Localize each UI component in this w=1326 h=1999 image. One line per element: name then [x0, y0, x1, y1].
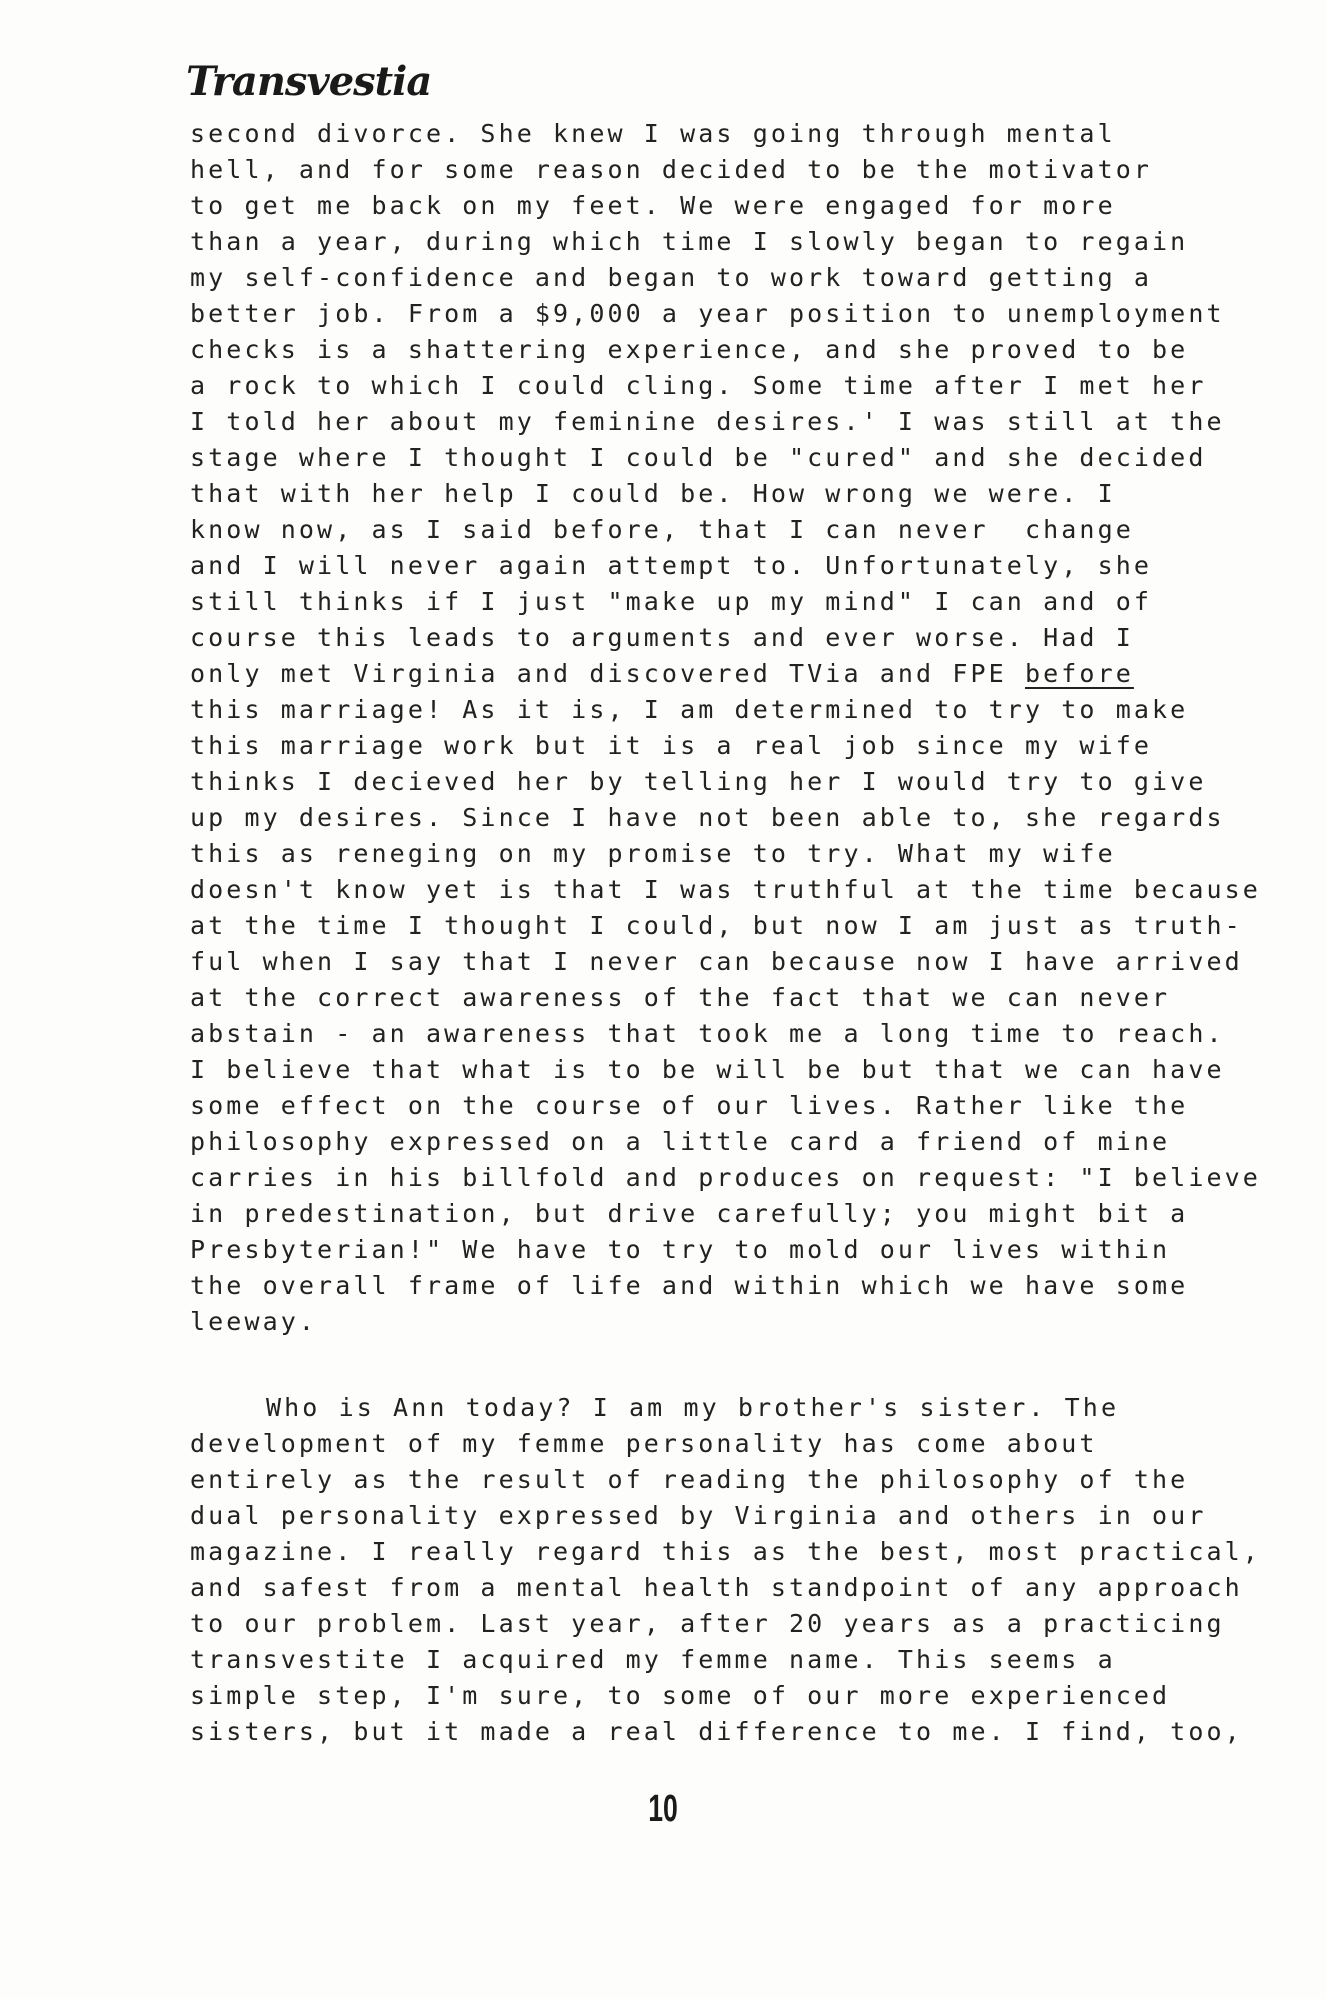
text-line: dual personality expressed by Virginia and others in our: [190, 1501, 1207, 1530]
text-line: magazine. I really regard this as the best, most practical,: [190, 1537, 1261, 1566]
underlined-word: before: [1024, 659, 1134, 688]
text-line: that with her help I could be. How wrong we were. I: [190, 479, 1116, 508]
text-line: transvestite I acquired my femme name. This seems a: [190, 1645, 1116, 1674]
text-line: some effect on the course of our lives. Rather like the: [190, 1091, 1189, 1120]
text-line: simple step, I'm sure, to some of our more experienced: [190, 1681, 1171, 1710]
article-body: [190, 116, 1280, 1750]
masthead-title: Transvestia: [186, 58, 432, 105]
text-line: philosophy expressed on a little card a friend of mine: [190, 1127, 1171, 1156]
text-line: entirely as the result of reading the philosophy of the: [190, 1465, 1189, 1494]
paragraph-spacer: [190, 1340, 1280, 1390]
text-line: thinks I decieved her by telling her I would try to give: [190, 767, 1207, 796]
text-line: second divorce. She knew I was going through mental: [190, 119, 1116, 148]
page-number: 10: [648, 1788, 678, 1830]
text-line: development of my femme personality has come about: [190, 1429, 1098, 1458]
text-line: [190, 656, 1280, 692]
text-line: my self-confidence and began to work toward getting a: [190, 263, 1153, 292]
text-line: this marriage work but it is a real job since my wife: [190, 731, 1153, 760]
text-line: Presbyterian!" We have to try to mold our lives within: [190, 1235, 1171, 1264]
text-line: doesn't know yet is that I was truthful at the time because: [190, 875, 1261, 904]
text-line: abstain - an awareness that took me a long time to reach.: [190, 1019, 1225, 1048]
text-line: to our problem. Last year, after 20 years as a practicing: [190, 1609, 1225, 1638]
text-line: to get me back on my feet. We were engaged for more: [190, 191, 1116, 220]
text-line: up my desires. Since I have not been able to, she regards: [190, 803, 1225, 832]
text-line: and I will never again attempt to. Unfortunately, she: [190, 551, 1153, 580]
text-line: in predestination, but drive carefully; you might bit a: [190, 1199, 1189, 1228]
text-line: this marriage! As it is, I am determined to try to make: [190, 695, 1189, 724]
text-line: hell, and for some reason decided to be the motivator: [190, 155, 1153, 184]
text-line: the overall frame of life and within which we have some: [190, 1271, 1189, 1300]
text-line: checks is a shattering experience, and she proved to be: [190, 335, 1189, 364]
text-line: I told her about my feminine desires.' I was still at the: [190, 407, 1225, 436]
text-line: this as reneging on my promise to try. What my wife: [190, 839, 1116, 868]
paragraph-1: [190, 116, 1280, 1340]
paragraph-2: [190, 1390, 1280, 1750]
text-line: better job. From a $9,000 a year position to unemployment: [190, 299, 1225, 328]
text-line: I believe that what is to be will be but that we can have: [190, 1055, 1225, 1084]
text-line: still thinks if I just "make up my mind" I can and of: [190, 587, 1153, 616]
text-line: stage where I thought I could be "cured" and she decided: [190, 443, 1207, 472]
text-line: a rock to which I could cling. Some time after I met her: [190, 371, 1207, 400]
text-line: course this leads to arguments and ever worse. Had I: [190, 623, 1134, 652]
text-line: at the correct awareness of the fact that we can never: [190, 983, 1171, 1012]
text-line: than a year, during which time I slowly began to regain: [190, 227, 1189, 256]
text-line: at the time I thought I could, but now I am just as truth-: [190, 911, 1243, 940]
text-line: carries in his billfold and produces on request: "I believe: [190, 1163, 1261, 1192]
text-line: and safest from a mental health standpoint of any approach: [190, 1573, 1243, 1602]
text-line: Who is Ann today? I am my brother's sister. The: [266, 1393, 1120, 1422]
text-line: ful when I say that I never can because now I have arrived: [190, 947, 1243, 976]
text-line: know now, as I said before, that I can never change: [190, 515, 1134, 544]
text-line: leeway.: [190, 1307, 318, 1336]
text-fragment: only met Virginia and discovered TVia and FPE: [190, 659, 1025, 688]
text-line: sisters, but it made a real difference to me. I find, too,: [190, 1717, 1243, 1746]
